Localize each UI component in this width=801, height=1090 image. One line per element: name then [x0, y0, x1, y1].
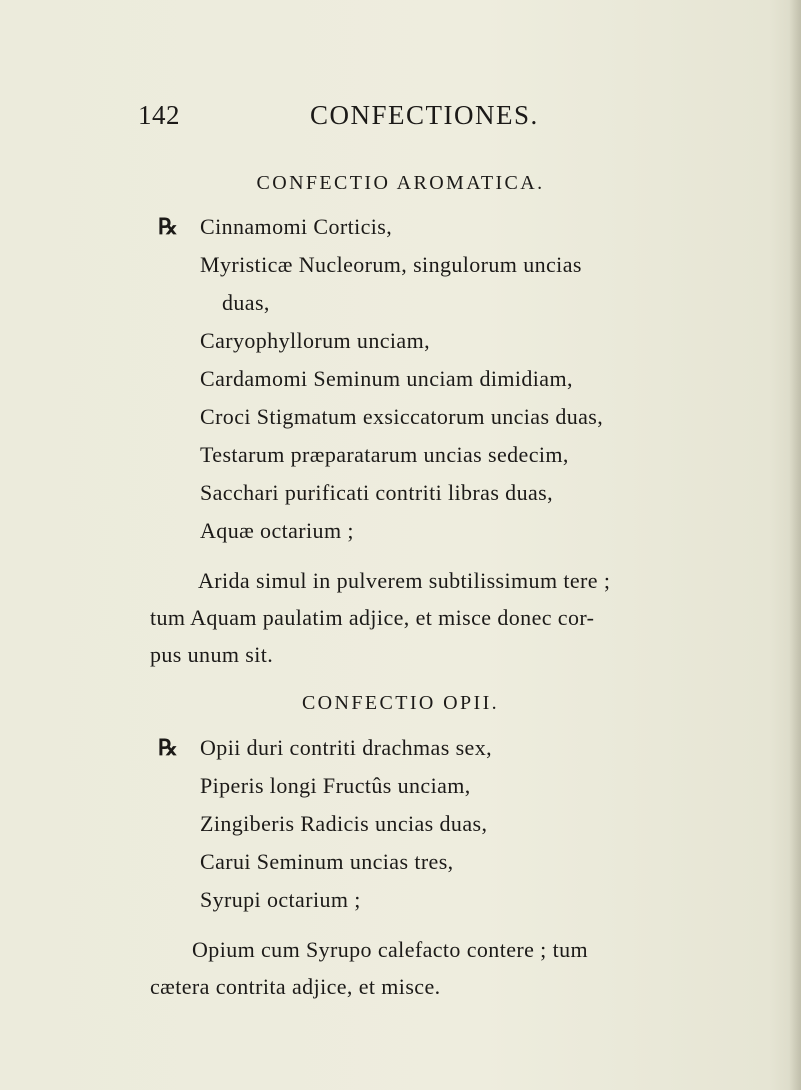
page-number: 142 — [138, 100, 180, 130]
page-header — [138, 100, 558, 140]
directions-line: tum Aquam paulatim adjice, et misce donec cor- — [150, 605, 595, 630]
ingredient-line: Sacchari purificati contriti libras duas, — [200, 480, 554, 505]
directions-line: cætera contrita adjice, et misce. — [150, 974, 441, 999]
directions-line: Opium cum Syrupo calefacto contere ; tum — [192, 937, 588, 962]
ingredient-line: Cinnamomi Corticis, — [200, 214, 393, 239]
ingredient-line: Caryophyllorum unciam, — [200, 328, 430, 353]
page-edge-shadow — [789, 0, 801, 1090]
ingredient-line: Opii duri contriti drachmas sex, — [200, 735, 493, 760]
ingredient-line: Cardamomi Seminum unciam dimidiam, — [200, 366, 573, 391]
ingredient-line: Aquæ octarium ; — [200, 518, 354, 543]
section-title-confectio-aromatica: CONFECTIO AROMATICA. — [256, 172, 545, 194]
directions-line: pus unum sit. — [150, 642, 274, 667]
ingredient-line: Croci Stigmatum exsiccatorum uncias duas, — [200, 404, 604, 429]
ingredient-line: duas, — [222, 290, 270, 315]
ingredient-line: Syrupi octarium ; — [200, 887, 361, 912]
section-title-confectio-opii: CONFECTIO OPII. — [301, 692, 500, 714]
ingredient-line: Testarum præparatarum uncias sedecim, — [200, 442, 569, 467]
ingredient-line: Zingiberis Radicis uncias duas, — [200, 811, 488, 836]
ingredient-line: Myristicæ Nucleorum, singulorum uncias — [200, 252, 582, 277]
ingredient-line: Carui Seminum uncias tres, — [200, 849, 454, 874]
recipe-symbol: ℞ — [158, 214, 178, 239]
recipe-symbol: ℞ — [158, 735, 178, 760]
running-head: CONFECTIONES. — [310, 100, 539, 130]
directions-line: Arida simul in pulverem subtilissimum tere ; — [198, 568, 611, 593]
ingredient-line: Piperis longi Fructûs unciam, — [200, 773, 471, 798]
